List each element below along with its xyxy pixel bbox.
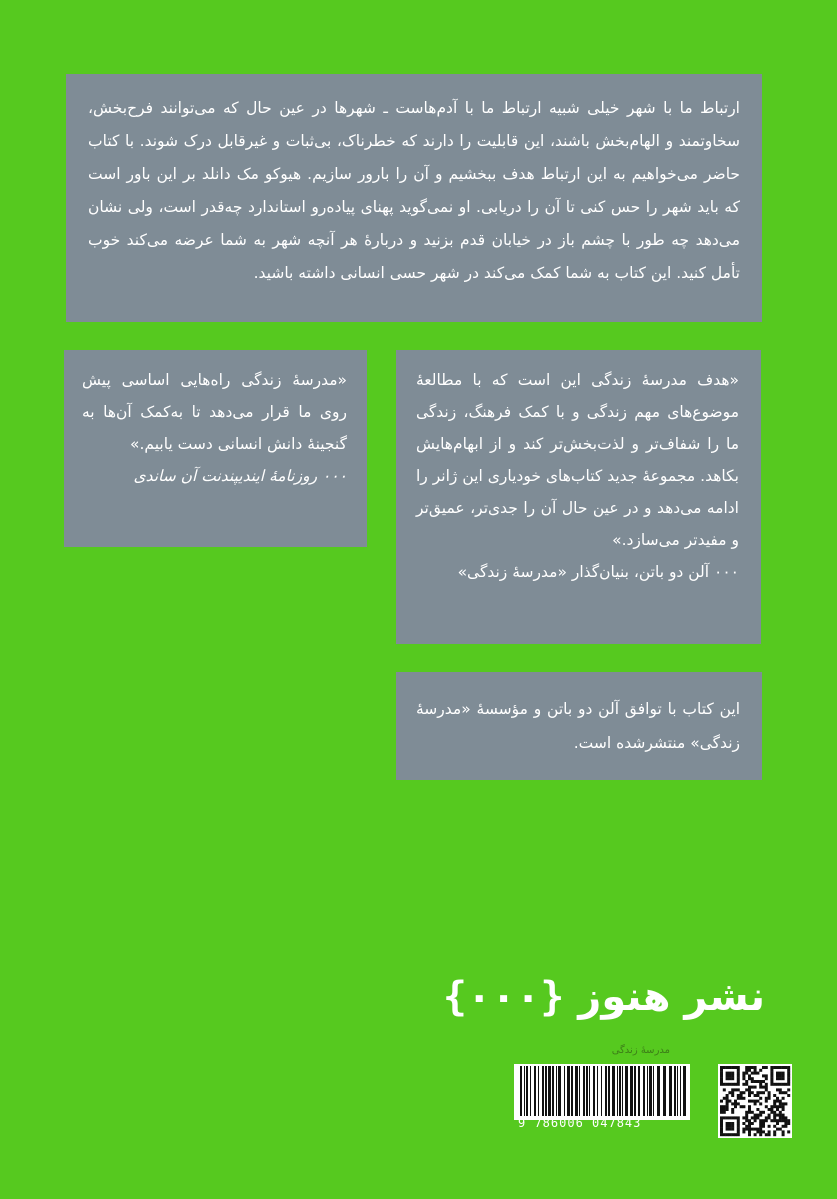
left-quote-box — [64, 350, 367, 547]
publication-notice-text: این کتاب با توافق آلن دو باتن و مؤسسهٔ «مدرسهٔ زندگی» منتشرشده است. — [416, 700, 740, 752]
logo-brace-open: { — [540, 974, 565, 1020]
isbn-barcode — [514, 1064, 690, 1120]
isbn-number: 9 786006 047843 — [518, 1116, 642, 1130]
qr-code — [718, 1064, 792, 1138]
right-quote-attribution: ٠٠٠ آلن دو باتن، بنیان‌گذار «مدرسهٔ زندگی» — [457, 563, 739, 581]
publisher-name: نشر هنوز — [578, 974, 765, 1020]
logo-dots: ٠٠٠ — [467, 974, 541, 1020]
logo-brace-close: } — [442, 974, 468, 1020]
intro-text-box — [66, 74, 762, 322]
right-quote-text: «هدف مدرسهٔ زندگی این است که با مطالعهٔ موضوع‌های مهم زندگی و با کمک فرهنگ، زندگی ما را شفاف‌تر و لذت‌بخش‌تر کند و از ابهام‌هایش بکاهد. مجموعهٔ جدید کتاب‌های خودیاری این ژانر را ادامه می‌دهد و در عین حال آن را جدی‌تر، عمیق‌تر و مفیدتر می‌سازد.» — [416, 371, 739, 549]
left-quote-attribution: ٠٠٠ روزنامهٔ ایندیپندنت آن ساندی — [133, 467, 347, 485]
right-quote-box — [396, 350, 761, 644]
qr-code-pattern — [718, 1064, 792, 1138]
publisher-logo — [443, 972, 765, 1022]
intro-paragraph: ارتباط ما با شهر خیلی شبیه ارتباط ما با آدم‌هاست ـ شهرها در عین حال که می‌توانند فرح‌بخش، سخاوتمند و الهام‌بخش باشند، این قابلیت را دارند که خطرناک، بی‌ثبات و غیرقابل درک شوند. با کتاب حاضر می‌خواهیم به این ارتباط هدف ببخشیم و آن را بارور سازیم. هیوکو مک دانلد بر این باور است که باید شهر را حس کنی تا آن را دریابی. او نمی‌گوید پهنای پیاده‌رو استاندارد چه‌قدر است، ولی نشان می‌دهد چه طور با چشم باز در خیابان قدم بزنید و دربارهٔ هر آنچه شهر به شما عرضه می‌کند خوب تأمل کنید. این کتاب به شما کمک می‌کند در شهر حسی انسانی داشته باشید. — [88, 99, 740, 282]
publication-notice-box — [396, 672, 762, 780]
barcode-bars — [514, 1064, 690, 1120]
left-quote-text: «مدرسهٔ زندگی راه‌هایی اساسی پیش روی ما قرار می‌دهد تا به‌کمک آن‌ها به گنجینهٔ دانش انسانی دست یابیم.» — [82, 371, 347, 453]
series-label: مدرسهٔ زندگی — [611, 1045, 670, 1056]
